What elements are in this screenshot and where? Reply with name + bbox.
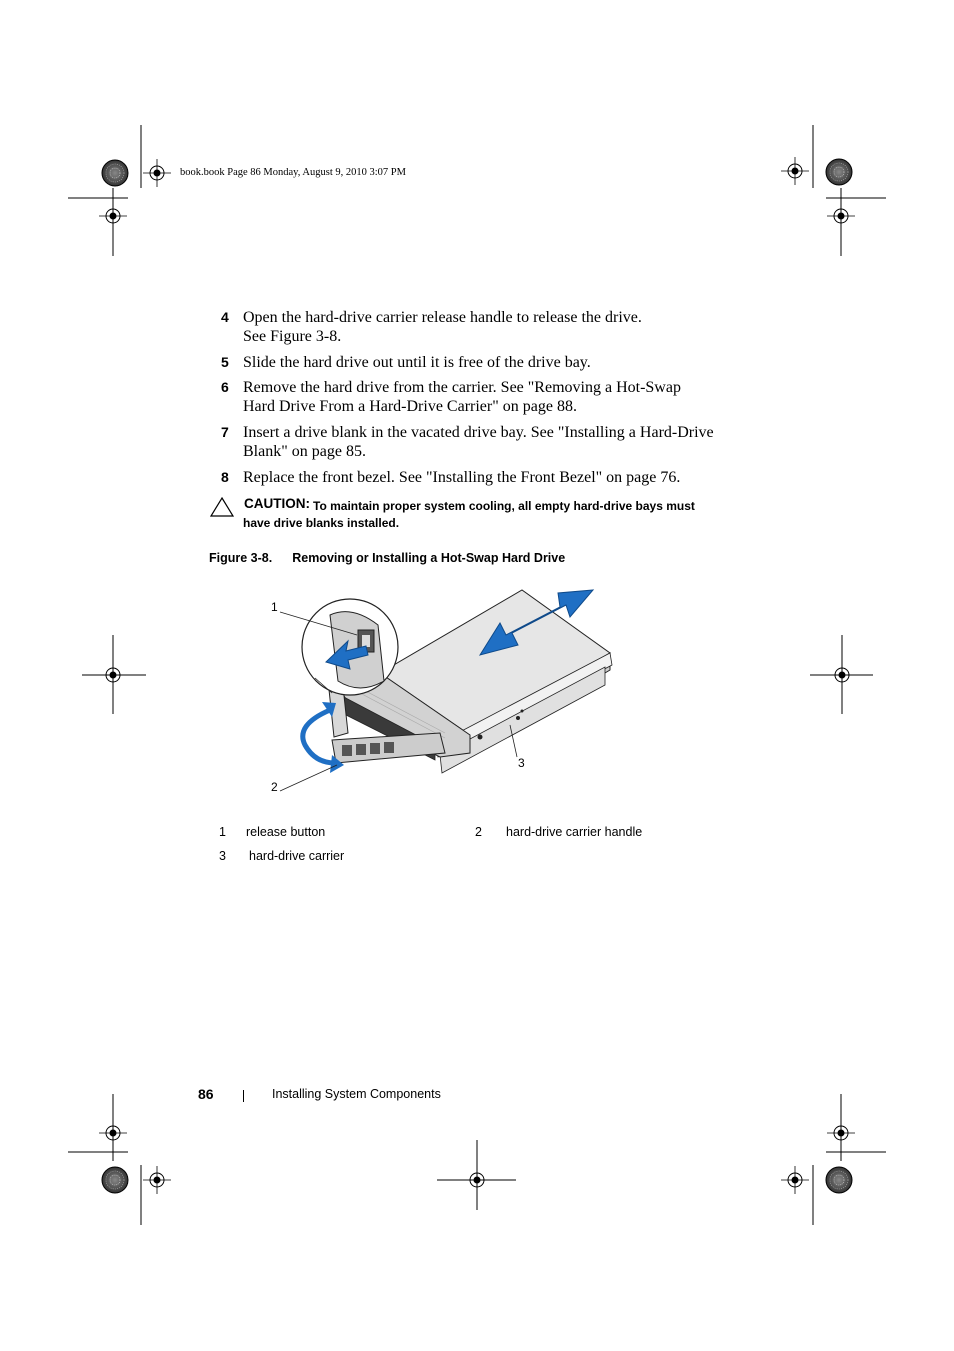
legend-number: 1: [219, 825, 226, 839]
registration-wheel-icon: [102, 160, 128, 186]
step-number: 7: [221, 424, 229, 440]
legend-number: 2: [475, 825, 482, 839]
legend-label: hard-drive carrier handle: [506, 825, 643, 839]
print-header-stamp: book.book Page 86 Monday, August 9, 2010 3:07 PM: [180, 167, 406, 178]
step-number: 4: [221, 309, 229, 325]
legend-item: [219, 849, 345, 863]
caution-label: CAUTION:: [244, 496, 310, 511]
step-text: Slide the hard drive out until it is free of the drive bay.: [243, 354, 591, 371]
caution-triangle-icon: [209, 496, 235, 518]
figure-caption: [209, 551, 565, 565]
caution-text: To maintain proper system cooling, all empty hard-drive bays must have drive blanks installed.: [243, 499, 695, 530]
registration-wheel-icon: [102, 1167, 128, 1193]
legend-label: release button: [246, 825, 326, 839]
registration-mark-icon: [143, 159, 171, 187]
step-text: Insert a drive blank in the vacated drive bay. See "Installing a Hard-Drive Blank" on page 85.: [243, 424, 714, 460]
figure-callout: 2: [271, 780, 278, 794]
step-text: Remove the hard drive from the carrier. See "Removing a Hot-Swap Hard Drive From a Hard-Drive Carrier" on page 88.: [243, 379, 681, 415]
step-number: 8: [221, 469, 229, 485]
registration-wheel-icon: [826, 159, 852, 185]
footer-section-title: Installing System Components: [272, 1087, 441, 1101]
legend-number: 3: [219, 849, 226, 863]
legend-item: [219, 825, 326, 839]
legend-label: hard-drive carrier: [249, 849, 345, 863]
registration-mark-icon: [143, 1166, 171, 1194]
step-number: 5: [221, 354, 229, 370]
step-text: Replace the front bezel. See "Installing the Front Bezel" on page 76.: [243, 469, 681, 486]
hard-drive-illustration: [260, 585, 630, 800]
step-text: Open the hard-drive carrier release handle to release the drive. See Figure 3-8.: [243, 309, 642, 345]
step-number: 6: [221, 379, 229, 395]
figure-callout: 1: [271, 600, 278, 614]
figure-number: Figure 3-8.: [209, 551, 273, 565]
footer-divider: [243, 1090, 244, 1102]
figure-callout: 3: [518, 756, 525, 770]
legend-item: [475, 825, 643, 839]
registration-mark-icon: [781, 1166, 809, 1194]
page-number: 86: [198, 1086, 214, 1102]
registration-mark-icon: [781, 157, 809, 185]
registration-wheel-icon: [826, 1167, 852, 1193]
figure-title: Removing or Installing a Hot-Swap Hard Drive: [292, 551, 566, 565]
